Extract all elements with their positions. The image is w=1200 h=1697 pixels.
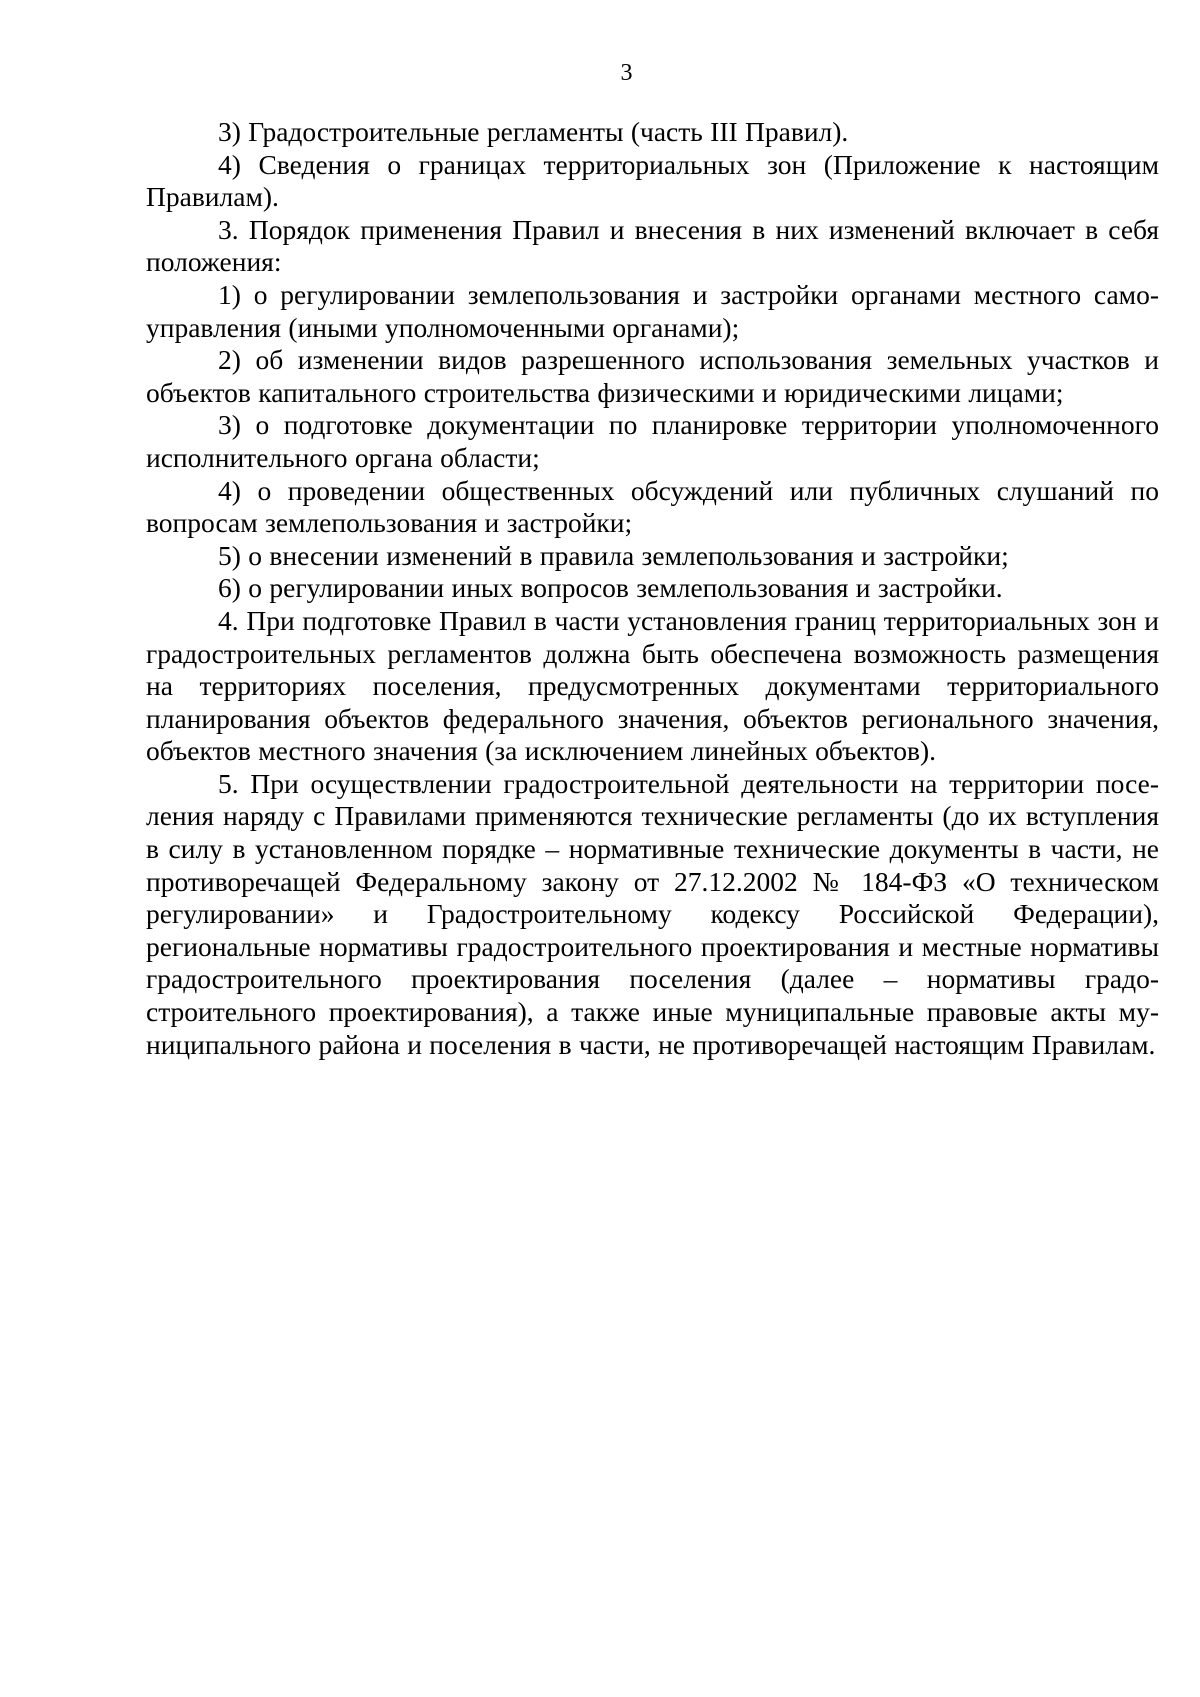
paragraph-provision-3: 3) о подготовке документации по планировке территории уполномоченного исполнительного органа области; [146,409,1159,473]
paragraph-section-3-procedure: 3. Порядок применения Правил и внесения в них изменений включает в себя положения: [146,213,1159,278]
paragraph-item-4-zone-boundaries: 4) Сведения о границах территориальных зон (Приложение к настоящим Правилам). [146,148,1159,213]
paragraph-provision-5: 5) о внесении изменений в правила землепользования и застройки; [218,539,1009,571]
document-body [146,116,1159,1061]
paragraph-provision-4: 4) о проведении общественных обсуждений или публичных слушаний по вопросам землепользования и застройки; [146,474,1159,539]
page-number: 3 [620,60,633,86]
paragraph-section-5: 5. При осуществлении градостроительной деятельности на территории поселения наряду с Правилами применяются технические регламенты (до их вступления в силу в установленном порядке – нормативные технические документы в части, не противоречащей Федеральному закону от 27.12.2002 № 184-ФЗ «О техническом регулировании» и Градостроительному кодексу Российской Федерации), региональные нормативы градостроительного проектирования и местные нормативы градостроительного проектирования поселения (далее – нормативы градостроительного проектирования), а также иные муниципальные правовые акты муниципального района и поселения в части, не противоречащей настоящим Правилам. [146,767,1159,1060]
paragraph-item-3-regulations: 3) Градостроительные регламенты (часть III Правил). [218,116,849,147]
paragraph-provision-6: 6) о регулировании иных вопросов землепользования и застройки. [218,572,1003,604]
paragraph-provision-1: 1) о регулировании землепользования и застройки органами местного самоуправления (иными уполномоченными органами); [146,278,1159,343]
paragraph-provision-2: 2) об изменении видов разрешенного использования земельных участков и объектов капитального строительства физическими и юридическими лицами; [146,344,1159,408]
paragraph-section-4: 4. При подготовке Правил в части установления границ территориальных зон и градостроительных регламентов должна быть обеспечена возможность размещения на территориях поселения, предусмотренных документами территориального планирования объектов федерального значения, объектов регионального значения, объектов местного значения (за исключением линейных объектов). [146,604,1159,767]
